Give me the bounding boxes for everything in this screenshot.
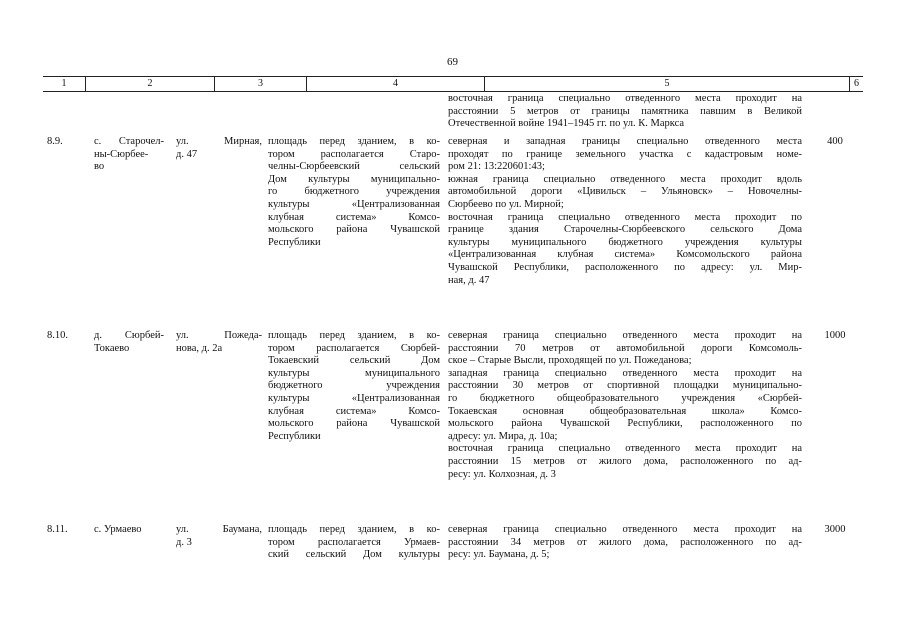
- settlement-name: [94, 136, 164, 174]
- bounds-line: восточная граница специально отведенного места проходит на: [448, 443, 802, 455]
- header-column-6: 6: [854, 78, 859, 89]
- bounds-line: ресу: ул. Баумана, д. 5;: [448, 549, 550, 561]
- header-column-4: 4: [307, 77, 485, 91]
- description-line: го бюджетного учреждения: [268, 186, 440, 198]
- row-number: 8.9.: [47, 136, 63, 147]
- boundary-description: [448, 330, 802, 481]
- address-line: ул. Баумана,: [176, 524, 262, 535]
- description-line: мольского района Чувашской: [268, 224, 440, 236]
- bounds-line: северная граница специально отведенного места проходит на: [448, 330, 802, 341]
- bounds-line: западная граница специально отведенного места проходит на: [448, 367, 802, 379]
- bounds-line: Чувашской Республики, расположенного по адресу: ул. Мир-: [448, 261, 802, 273]
- description-line: культуры муниципального: [268, 367, 440, 379]
- address-line: д. 47: [176, 148, 198, 160]
- bounds-line: расстоянии 30 метров от спортивной площадки муниципально-: [448, 380, 802, 392]
- row-number: 8.11.: [47, 524, 68, 535]
- settlement-name: [94, 330, 164, 355]
- street-address: [176, 330, 262, 355]
- description-line: площадь перед зданием, в ко-: [268, 136, 440, 147]
- header-column-3: 3: [215, 77, 307, 91]
- description-line: Республики: [268, 236, 321, 248]
- header-column-2: 2: [86, 77, 215, 91]
- bounds-line: Отечественной войне 1941–1945 гг. по ул. К. Маркса: [448, 118, 685, 130]
- description-line: культуры «Централизованная: [268, 198, 440, 210]
- bounds-line: адресу: ул. Мира, д. 10а;: [448, 430, 558, 442]
- description-line: Токаевский сельский Дом: [268, 355, 440, 367]
- area-value: 400: [827, 136, 843, 147]
- settlement-name: [94, 524, 164, 537]
- area-value: 3000: [824, 524, 846, 535]
- place-line: с. Урмаево: [94, 524, 142, 535]
- bounds-line: Токаевская основная общеобразовательная школа» Комсо-: [448, 405, 802, 417]
- boundary-description: [448, 524, 802, 562]
- place-line: Токаево: [94, 342, 130, 354]
- bounds-line: восточная граница специально отведенного места проходит по: [448, 211, 802, 223]
- bounds-line: границе здания Старочелны-Сюрбеевского сельского Дома: [448, 224, 802, 236]
- place-line: во: [94, 161, 105, 173]
- description-line: Дом культуры муниципально-: [268, 173, 440, 185]
- bounds-line: расстоянии 5 метров от границы памятника павшим в Великой: [448, 105, 802, 117]
- description-line: площадь перед зданием, в ко-: [268, 524, 440, 535]
- bounds-line: культуры муниципального бюджетного учреждения культуры: [448, 236, 802, 248]
- street-address: [176, 136, 262, 161]
- address-line: д. 3: [176, 536, 192, 548]
- bounds-line: Сюрбеево по ул. Мирной;: [448, 198, 564, 210]
- address-line: нова, д. 2а: [176, 342, 223, 354]
- address-line: ул. Мирная,: [176, 136, 262, 147]
- bounds-line: расстоянии 70 метров от автомобильной дороги Комсомоль-: [448, 342, 802, 354]
- description-line: бюджетного учреждения: [268, 380, 440, 392]
- description-line: тором располагается Сюрбей-: [268, 342, 440, 354]
- bounds-line: ная, д. 47: [448, 274, 490, 286]
- header-column-5: 5: [485, 77, 850, 91]
- place-line: д. Сюрбей-: [94, 330, 164, 341]
- bounds-line: го бюджетного общеобразовательного учреждения «Сюрбей-: [448, 392, 802, 404]
- description-line: культуры «Централизованная: [268, 392, 440, 404]
- place-description: [268, 330, 440, 443]
- bounds-line: северная и западная границы специально отведенного места: [448, 136, 802, 147]
- bounds-line: расстоянии 15 метров от жилого дома, расположенного по ад-: [448, 455, 802, 467]
- description-line: площадь перед зданием, в ко-: [268, 330, 440, 341]
- bounds-line: ское – Старые Высли, проходящей по ул. Пожеданова;: [448, 355, 692, 367]
- area-value: 1000: [824, 330, 846, 341]
- place-line: ны-Сюрбее-: [94, 148, 149, 160]
- continuation-bounds: [448, 93, 802, 131]
- bounds-line: ресу: ул. Колхозная, д. 3: [448, 468, 556, 480]
- page-number: 69: [447, 56, 458, 68]
- bounds-line: автомобильной дороги «Цивильск – Ульяновск» – Новочелны-: [448, 186, 802, 198]
- bounds-line: мольского района Чувашской Республики, расположенного по: [448, 418, 802, 430]
- description-line: ский сельский Дом культуры: [268, 549, 440, 561]
- bounds-line: южная граница специально отведенного места проходит вдоль: [448, 173, 802, 185]
- address-line: ул. Пожеда-: [176, 330, 262, 341]
- street-address: [176, 524, 262, 549]
- bounds-line: восточная граница специально отведенного места проходит на: [448, 93, 802, 104]
- description-line: челны-Сюрбеевский сельский: [268, 161, 440, 173]
- row-number: 8.10.: [47, 330, 68, 341]
- description-line: тором располагается Старо-: [268, 148, 440, 160]
- place-description: [268, 524, 440, 562]
- bounds-line: проходят по границе земельного участка с кадастровым номе-: [448, 148, 802, 160]
- table-header-row: [43, 76, 863, 92]
- description-line: клубная система» Комсо-: [268, 405, 440, 417]
- boundary-description: [448, 136, 802, 287]
- bounds-line: расстоянии 34 метров от жилого дома, расположенного по ад-: [448, 536, 802, 548]
- bounds-line: северная граница специально отведенного места проходит на: [448, 524, 802, 535]
- description-line: Республики: [268, 430, 321, 442]
- place-description: [268, 136, 440, 249]
- header-column-1: 1: [43, 77, 86, 91]
- description-line: мольского района Чувашской: [268, 418, 440, 430]
- place-line: с. Старочел-: [94, 136, 164, 147]
- bounds-line: ром 21: 13:220601:43;: [448, 161, 545, 173]
- description-line: тором располагается Урмаев-: [268, 536, 440, 548]
- bounds-line: «Централизованная клубная система» Комсомольского района: [448, 249, 802, 261]
- description-line: клубная система» Комсо-: [268, 211, 440, 223]
